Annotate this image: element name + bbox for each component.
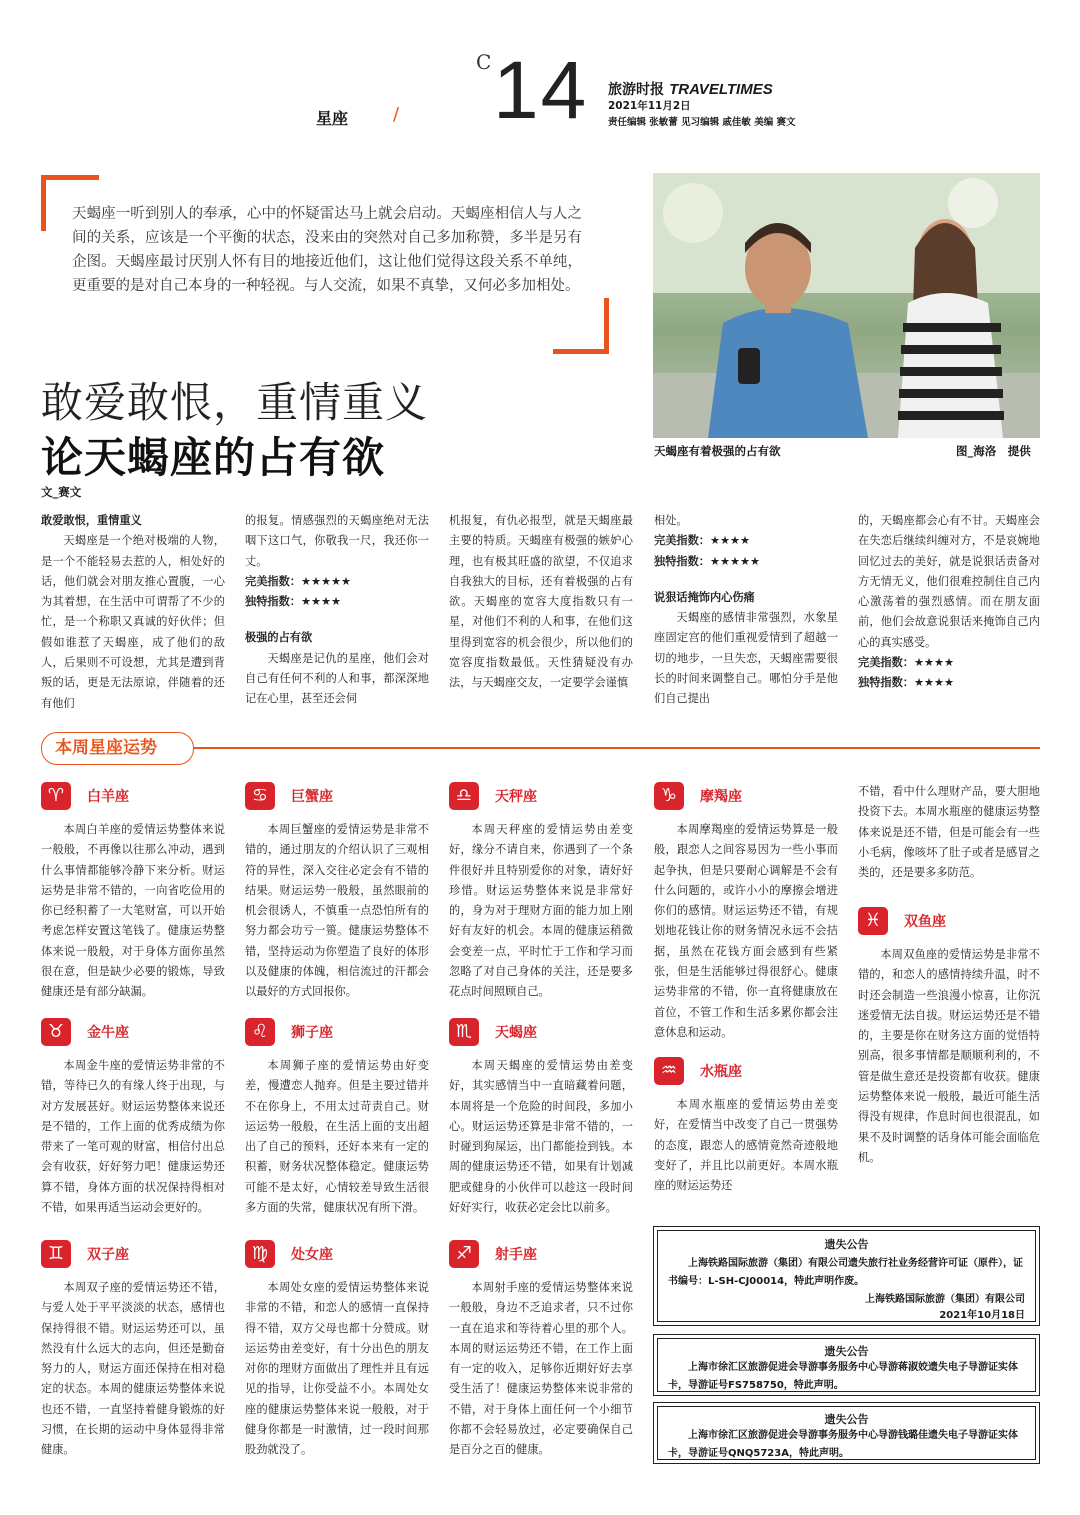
article-paragraph: 天蝎座是记仇的星座，他们会对自己有任何不利的人和事，都深深地记在心里，甚至还会伺: [245, 651, 429, 706]
headline-line2: 论天蝎座的占有欲: [41, 433, 386, 482]
page-edition-letter: C: [476, 50, 492, 74]
subheading-possessive: 极强的占有欲: [245, 631, 313, 645]
sign-aquarius: [654, 1057, 838, 1196]
scorpio-icon: ♏: [449, 1018, 479, 1046]
notice-title: 遗失公告: [824, 1345, 869, 1358]
sign-name: 狮子座: [291, 1025, 333, 1041]
sign-sagittarius: [449, 1240, 633, 1461]
intro-text: 天蝎座一听到别人的奉承，心中的怀疑雷达马上就会启动。天蝎座相信人与人之间的关系，应该是一个平衡的状态，没来由的突然对自己多加称赞，多半是另有企图。天蝎座最讨厌别人怀有目的地接近他们，这让他们觉得这段关系不单纯，更重要的是对自己本身的一种轻视。与人交流，如果不真挚，又何必多加相处。: [72, 206, 582, 294]
notice-body: 上海铁路国际旅游（集团）有限公司遗失旅行社业务经营许可证（原件），证书编号：L-SH-CJ00014，特此声明作废。: [668, 1258, 1023, 1287]
sign-text: 本周巨蟹座的爱情运势是非常不错的，通过朋友的介绍认识了三观相符的异性，深入交往必定会有不错的结果。财运运势一般般，虽然眼前的机会很诱人，不慎重一点恐怕所有的努力都会功亏一篑。健康运势整体不错，坚持运动为你塑造了良好的体形以及健康的体魄，相信流过的汗都会以最好的方式回报你。: [245, 823, 429, 999]
sign-virgo: [245, 1240, 429, 1461]
unique-index: 独特指数：★★★★: [245, 595, 342, 609]
sign-text: 本周处女座的爱情运势整体来说非常的不错，和恋人的感情一直保持得不错，双方父母也都十分赞成。财运运势由差变好，有十分出色的朋友对你的理财方面做出了理性并且有远见的指导，让你受益不小。本周处女座的健康运势整体来说一般般，对于健身你都是一时激情，过一段时间那股劲就没了。: [245, 1281, 429, 1457]
unique-index: 独特指数：★★★★: [858, 676, 955, 690]
subheading-love-hate: 敢爱敢恨，重情重义: [41, 514, 142, 527]
sign-text: 本周狮子座的爱情运势由好变差，慢遭恋人抛弃。但是主要过错并不在你身上，不用太过苛责自己。财运运势一般般，在生活上面的支出超出了自己的预料，还好本来有一定的积蓄，财务状况整体稳定。健康运势可能不是太好，心情较差导致生活很多方面的失常，健康状况有所下滑。: [245, 1059, 429, 1215]
sign-capricorn: [654, 782, 838, 1043]
aries-icon: ♈: [41, 782, 71, 810]
sign-name: 天蝎座: [495, 1025, 537, 1041]
article-paragraph: 相处。: [654, 514, 688, 527]
aquarius-icon: ♒: [654, 1057, 684, 1085]
virgo-icon: ♍: [245, 1240, 275, 1268]
sign-name: 处女座: [291, 1247, 333, 1263]
sign-pisces: [858, 907, 1040, 1168]
sign-text: 本周天秤座的爱情运势由差变好，缘分不请自来，你遇到了一个条件很好并且特别爱你的对象，请好好珍惜。财运运势整体来说是非常好的，身为对于理财方面的能力加上刚好有友好的机会。本周的健康运稍微会变差一点，平时忙于工作和学习而忽略了对自己身体的关注，还是要多花点时间照顾自己。: [449, 823, 633, 999]
notice-date: 2021年10月18日: [939, 1310, 1025, 1321]
paper-masthead: [608, 79, 773, 99]
taurus-icon: ♉: [41, 1018, 71, 1046]
perfect-index: 完美指数：★★★★: [654, 534, 751, 548]
sign-text: 本周射手座的爱情运势整体来说一般般，身边不乏追求者，只不过你一直在追求和等待着心里的那个人。本周的财运运势还不错，在工作上面有一定的收入，足够你近期好好去享受生活了！健康运势整体来说非常的不错，对于身体上面任何一个小细节你都不会轻易放过，必定要确保自己是百分之百的健康。: [449, 1281, 633, 1457]
sign-text: 本周天蝎座的爱情运势由差变好，其实感情当中一直暗藏着问题，本周将是一个危险的时间段，多加小心。财运运势还算是非常不错的，一时碰到狗屎运，出门都能捡到钱。本周的健康运势还不错，如果有计划减肥或健身的小伙伴可以趁这一段时间好好实行，收获必定会比以前多。: [449, 1059, 633, 1215]
sign-name: 金牛座: [87, 1025, 129, 1041]
sign-name: 摩羯座: [700, 789, 742, 805]
article-paragraph: 机报复，有仇必报型，就是天蝎座最主要的特质。天蝎座有极强的嫉妒心理，也有极其旺盛的欲望，不仅追求自我独大的目标，还有着极强的占有欲。天蝎座的宽容大度指数只有一星，对他们不利的人和事，在他们这里得到宽容的机会很少，所以他们的宽容度指数最低。天性猜疑没有办法，与天蝎座交友，一定要学会谨慎: [449, 514, 633, 690]
article-paragraph: 天蝎座是一个绝对极端的人物，是一个不能轻易去惹的人，相处好的话，他们就会对朋友推心置腹，一心为其着想，在生活中可谓帮了不少的忙，是一个称职又真诚的好伙伴；但假如谁惹了天蝎座，成了他们的敌人，后果则不可设想，尤其是遭到背叛的话，更是无法原谅，伴随着的还有他们: [41, 534, 225, 710]
aquarius-continued: 不错，看中什么理财产品，要大胆地投资下去。本周水瓶座的健康运势整体来说是还不错，但是可能会有一些小毛病，像咳坏了肚子或者是感冒之类的，还是要多多防范。: [858, 785, 1040, 880]
photo-illustration: [653, 173, 1040, 438]
leo-icon: ♌: [245, 1018, 275, 1046]
sign-leo: [245, 1018, 429, 1218]
sign-cancer: [245, 782, 429, 1003]
sign-name: 白羊座: [87, 789, 129, 805]
article-column-1: [41, 511, 225, 714]
sign-text: 本周水瓶座的爱情运势由差变好，在爱情当中改变了自己一贯强势的态度，跟恋人的感情竟然奇迹般地变好了，并且比以前更好。本周水瓶座的财运运势还: [654, 1098, 838, 1193]
weekly-horoscope-banner: 本周星座运势: [41, 732, 194, 765]
sign-taurus: [41, 1018, 225, 1218]
lost-notice-2: [653, 1334, 1040, 1396]
sign-libra: [449, 782, 633, 1003]
notice-title: 遗失公告: [824, 1238, 869, 1251]
notice-title: 遗失公告: [824, 1413, 869, 1426]
article-paragraph: 的，天蝎座都会心有不甘。天蝎座会在失恋后继续纠缠对方，不是哀婉地回忆过去的美好，就是说狠话责备对方无情无义，他们很难控制住自己内心激荡着的强烈感情。而在朋友面前，他们会故意说狠话来掩饰自己内心的真实感受。: [858, 514, 1040, 649]
capricorn-icon: ♑: [654, 782, 684, 810]
page-number: 14: [493, 45, 589, 136]
editors-line: 责任编辑 张敏蕾 见习编辑 戚佳敏 美编 赛文: [608, 117, 796, 128]
photo-caption: 天蝎座有着极强的占有欲: [654, 444, 781, 458]
pisces-icon: ♓: [858, 907, 888, 935]
lost-notice-1: [653, 1226, 1040, 1326]
notice-body: 上海市徐汇区旅游促进会导游事务服务中心导游钱璐佳遗失电子导游证实体卡，导游证号QNQ5723A，特此声明。: [668, 1430, 1018, 1459]
sign-text: 本周双子座的爱情运势还不错，与爱人处于平平淡淡的状态，感情也保持得很不错。财运运势还可以，虽然没有什么远大的志向，但还是勤奋努力的人，财运方面还保持在相对稳定的状态。本周的健康运势整体来说也还不错，一直坚持着健身锻炼的好习惯，在长期的运动中身体显得非常健康。: [41, 1281, 225, 1457]
article-column-2: [245, 511, 429, 710]
quote-corner-bottom-right: [553, 298, 609, 354]
sign-name: 巨蟹座: [291, 789, 333, 805]
sign-scorpio: [449, 1018, 633, 1218]
sign-text: 本周摩羯座的爱情运势算是一般般，跟恋人之间容易因为一些小事而起争执，但是只要耐心调解是不会有什么问题的，或许小小的摩擦会增进你们的感情。财运运势还不错，有规划地花钱让你的财务情况永远不会拮据，虽然在花钱方面会感到有些紧张，但是生活能够过得很舒心。健康运势非常的不错，你一直将健康放在首位，不管工作和生活多累你都会注意休息和运动。: [654, 823, 838, 1039]
notice-signature: 上海铁路国际旅游（集团）有限公司: [865, 1294, 1025, 1305]
sign-text: 本周白羊座的爱情运势整体来说一般般，不再像以往那么冲动，遇到什么事情都能够冷静下来分析。财运运势是非常不错的，一向省吃俭用的你已经积蓄了一大笔财富，可以开始考虑怎样安置这笔钱了。健康运势整体来说一般般，对于身体方面你虽然很在意，但是缺少必要的锻炼，导致健康还是有部分缺漏。: [41, 823, 225, 999]
perfect-index: 完美指数：★★★★★: [245, 574, 352, 588]
issue-date: 2021年11月2日: [608, 100, 691, 112]
sign-name: 射手座: [495, 1247, 537, 1263]
sign-name: 天秤座: [495, 789, 537, 805]
sign-gemini: [41, 1240, 225, 1461]
libra-icon: ♎: [449, 782, 479, 810]
photo-credit: 图_海洛 提供: [956, 444, 1031, 458]
lost-notice-3: [653, 1402, 1040, 1464]
headline-line1: 敢爱敢恨，重情重义: [41, 378, 429, 427]
sign-text: 本周金牛座的爱情运势非常的不错，等待已久的有缘人终于出现，与对方发展甚好。财运运势整体来说还是不错的，工作上面的优秀成绩为你带来了一笔可观的财富，相信付出总会有收获，好好努力吧！健康运势还算不错，身体方面的状况保持得相对不错，如果再适当运动会更好的。: [41, 1059, 225, 1215]
perfect-index: 完美指数：★★★★: [858, 656, 955, 670]
sign-name: 双子座: [87, 1247, 129, 1263]
notice-body: 上海市徐汇区旅游促进会导游事务服务中心导游蒋淑姣遗失电子导游证实体卡，导游证号FS758750，特此声明。: [668, 1362, 1018, 1391]
article-photo: [653, 173, 1040, 438]
unique-index: 独特指数：★★★★★: [654, 554, 761, 568]
byline: 文_赛文: [41, 485, 82, 499]
paper-name-cn: 旅游时报: [608, 82, 664, 98]
article-column-3: [449, 511, 633, 694]
article-paragraph: 的报复。情感强烈的天蝎座绝对无法咽下这口气，你敬我一尺，我还你一丈。: [245, 514, 429, 568]
sign-name: 双鱼座: [904, 914, 946, 930]
sign-name: 水瓶座: [700, 1064, 742, 1080]
sign-text: 本周双鱼座的爱情运势是非常不错的，和恋人的感情持续升温，时不时还会制造一些浪漫小惊喜，让你沉迷爱情无法自拔。财运运势还是不错的，主要是你在财务这方面的觉悟特别高，很多事情都是顺顺利利的，不管是做生意还是投资都有收获。健康运势整体来说一般般，最近可能生活得没有规律，作息时间也很混乱，如果不及时调整的话身体可能会面临危机。: [858, 948, 1040, 1164]
gemini-icon: ♊: [41, 1240, 71, 1268]
sign-aries: [41, 782, 225, 1003]
article-column-4: [654, 511, 838, 710]
article-paragraph: 天蝎座的感情非常强烈，水象星座固定宫的他们重视爱情到了超越一切的地步，一旦失恋，天蝎座需要很长的时间来调整自己。哪怕分手是他们自己提出: [654, 611, 838, 706]
section-label: 星座: [316, 109, 349, 128]
paper-name-en: TRAVELTIMES: [669, 81, 773, 98]
cancer-icon: ♋: [245, 782, 275, 810]
subheading-harsh-words: 说狠话掩饰内心伤痛: [654, 590, 755, 604]
article-column-5: [858, 511, 1040, 694]
section-slash: /: [393, 104, 400, 125]
sagittarius-icon: ♐: [449, 1240, 479, 1268]
